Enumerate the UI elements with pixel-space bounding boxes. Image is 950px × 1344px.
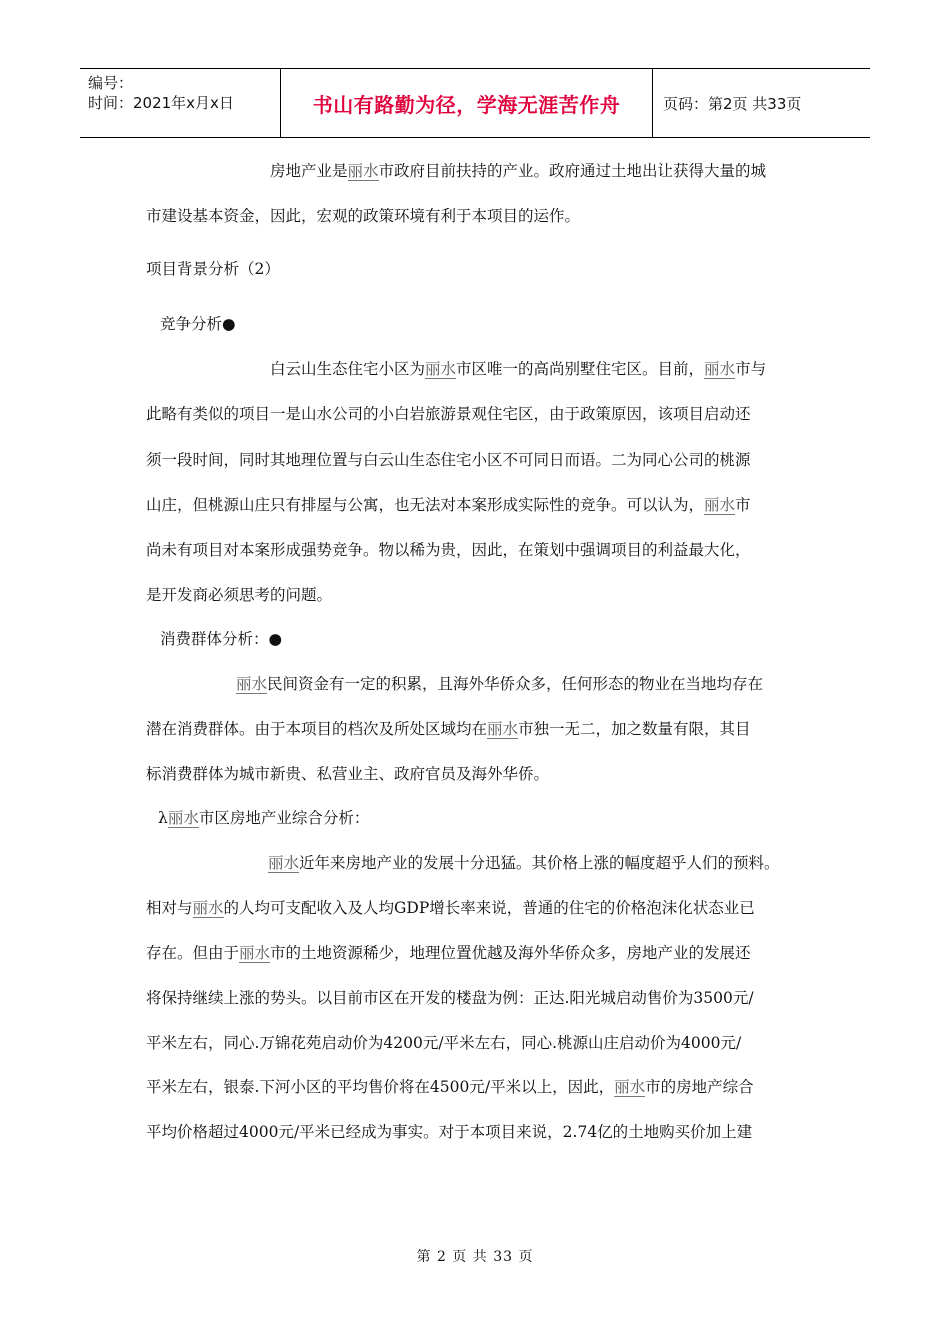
text-line [158, 807, 369, 829]
text-line [146, 494, 751, 516]
text-line [270, 358, 766, 380]
keyword-link[interactable]: 丽水 [425, 360, 457, 378]
text-line [236, 673, 763, 695]
text-line [268, 852, 780, 874]
text-segment: 市建设基本资金，因此，宏观的政策环境有利于本项目的运作。 [146, 207, 581, 225]
keyword-link[interactable]: 丽水 [347, 162, 379, 180]
text-segment: 平均价格超过4000元/平米已经成为事实。对于本项目来说，2.74亿的土地购买价加上建 [146, 1123, 753, 1141]
text-line [146, 205, 580, 227]
text-line [146, 584, 332, 606]
text-segment: 市的房地产综合 [645, 1078, 754, 1096]
text-segment: 标消费群体为城市新贵、私营业主、政府官员及海外华侨。 [146, 765, 550, 783]
text-line [146, 449, 751, 471]
keyword-link[interactable]: 丽水 [239, 944, 271, 962]
text-segment: 白云山生态住宅小区为 [270, 360, 426, 378]
keyword-link[interactable]: 丽水 [487, 720, 519, 738]
text-segment: 市政府目前扶持的产业。政府通过土地出让获得大量的城 [378, 162, 767, 180]
keyword-link[interactable]: 丽水 [704, 496, 736, 514]
keyword-link[interactable]: 丽水 [167, 809, 199, 827]
text-segment: 尚未有项目对本案形成强势竞争。物以稀为贵，因此，在策划中强调项目的利益最大化， [146, 541, 751, 559]
header-table [80, 68, 870, 138]
text-segment: 平米左右，同心.万锦花苑启动价为4200元/平米左右，同心.桃源山庄启动价为4000元/ [146, 1034, 742, 1052]
text-segment: 平米左右，银泰.下河小区的平均售价将在4500元/平米以上，因此， [146, 1078, 615, 1096]
text-line [146, 258, 280, 280]
text-segment: 的人均可支配收入及人均GDP增长率来说，普通的住宅的价格泡沫化状态业已 [223, 899, 755, 917]
text-segment: 是开发商必须思考的问题。 [146, 586, 333, 604]
keyword-link[interactable]: 丽水 [192, 899, 224, 917]
text-line [146, 403, 751, 425]
text-segment: 市的土地资源稀少，地理位置优越及海外华侨众多，房地产业的发展还 [270, 944, 751, 962]
text-line [146, 718, 751, 740]
text-segment: 消费群体分析：● [160, 630, 283, 648]
text-line [270, 160, 766, 182]
text-segment: 须一段时间，同时其地理位置与白云山生态住宅小区不可同日而语。二为同心公司的桃源 [146, 451, 751, 469]
text-segment: 山庄，但桃源山庄只有排屋与公寓，也无法对本案形成实际性的竞争。可以认为， [146, 496, 705, 514]
text-segment: 存在。但由于 [146, 944, 240, 962]
text-line [146, 763, 549, 785]
text-segment: 民间资金有一定的积累，且海外华侨众多，任何形态的物业在当地均存在 [267, 675, 764, 693]
text-segment: 市独一无二，加之数量有限，其目 [518, 720, 751, 738]
text-segment: 此略有类似的项目一是山水公司的小白岩旅游景观住宅区，由于政策原因，该项目启动还 [146, 405, 751, 423]
motto: 书山有路勤为径，学海无涯苦作舟 [281, 69, 653, 137]
text-segment: 市 [735, 496, 751, 514]
text-segment: 潜在消费群体。由于本项目的档次及所处区域均在 [146, 720, 488, 738]
text-line [146, 1076, 754, 1098]
text-line [146, 987, 754, 1009]
text-segment: 市区房地产业综合分析： [198, 809, 370, 827]
text-segment: 将保持继续上涨的势头。以目前市区在开发的楼盘为例：正达.阳光城启动售价为3500元/ [146, 989, 754, 1007]
keyword-link[interactable]: 丽水 [268, 854, 300, 872]
page-info: 页码：第2页 共33页 [663, 94, 802, 113]
text-line [146, 897, 755, 919]
text-line [146, 1121, 752, 1143]
page-footer: 第 2 页 共 33 页 [416, 1249, 534, 1265]
number-label: 编号： [88, 74, 134, 92]
text-segment: 市区唯一的高尚别墅住宅区。目前， [456, 360, 705, 378]
text-segment: 相对与 [146, 899, 193, 917]
text-segment: 市与 [735, 360, 767, 378]
text-line [146, 1032, 741, 1054]
text-segment: 房地产业是 [270, 162, 348, 180]
header-meta [80, 69, 281, 137]
text-line [160, 313, 236, 335]
text-segment: 近年来房地产业的发展十分迅猛。其价格上涨的幅度超乎人们的预料。 [299, 854, 780, 872]
keyword-link[interactable]: 丽水 [704, 360, 736, 378]
text-line [146, 942, 751, 964]
text-segment: 项目背景分析（2） [146, 260, 280, 278]
text-line [160, 628, 282, 650]
time-label: 时间：2021年x月x日 [88, 94, 234, 112]
text-segment: 竞争分析● [160, 315, 236, 333]
text-line [146, 539, 751, 561]
keyword-link[interactable]: 丽水 [236, 675, 268, 693]
text-segment: λ [158, 809, 168, 827]
keyword-link[interactable]: 丽水 [614, 1078, 646, 1096]
